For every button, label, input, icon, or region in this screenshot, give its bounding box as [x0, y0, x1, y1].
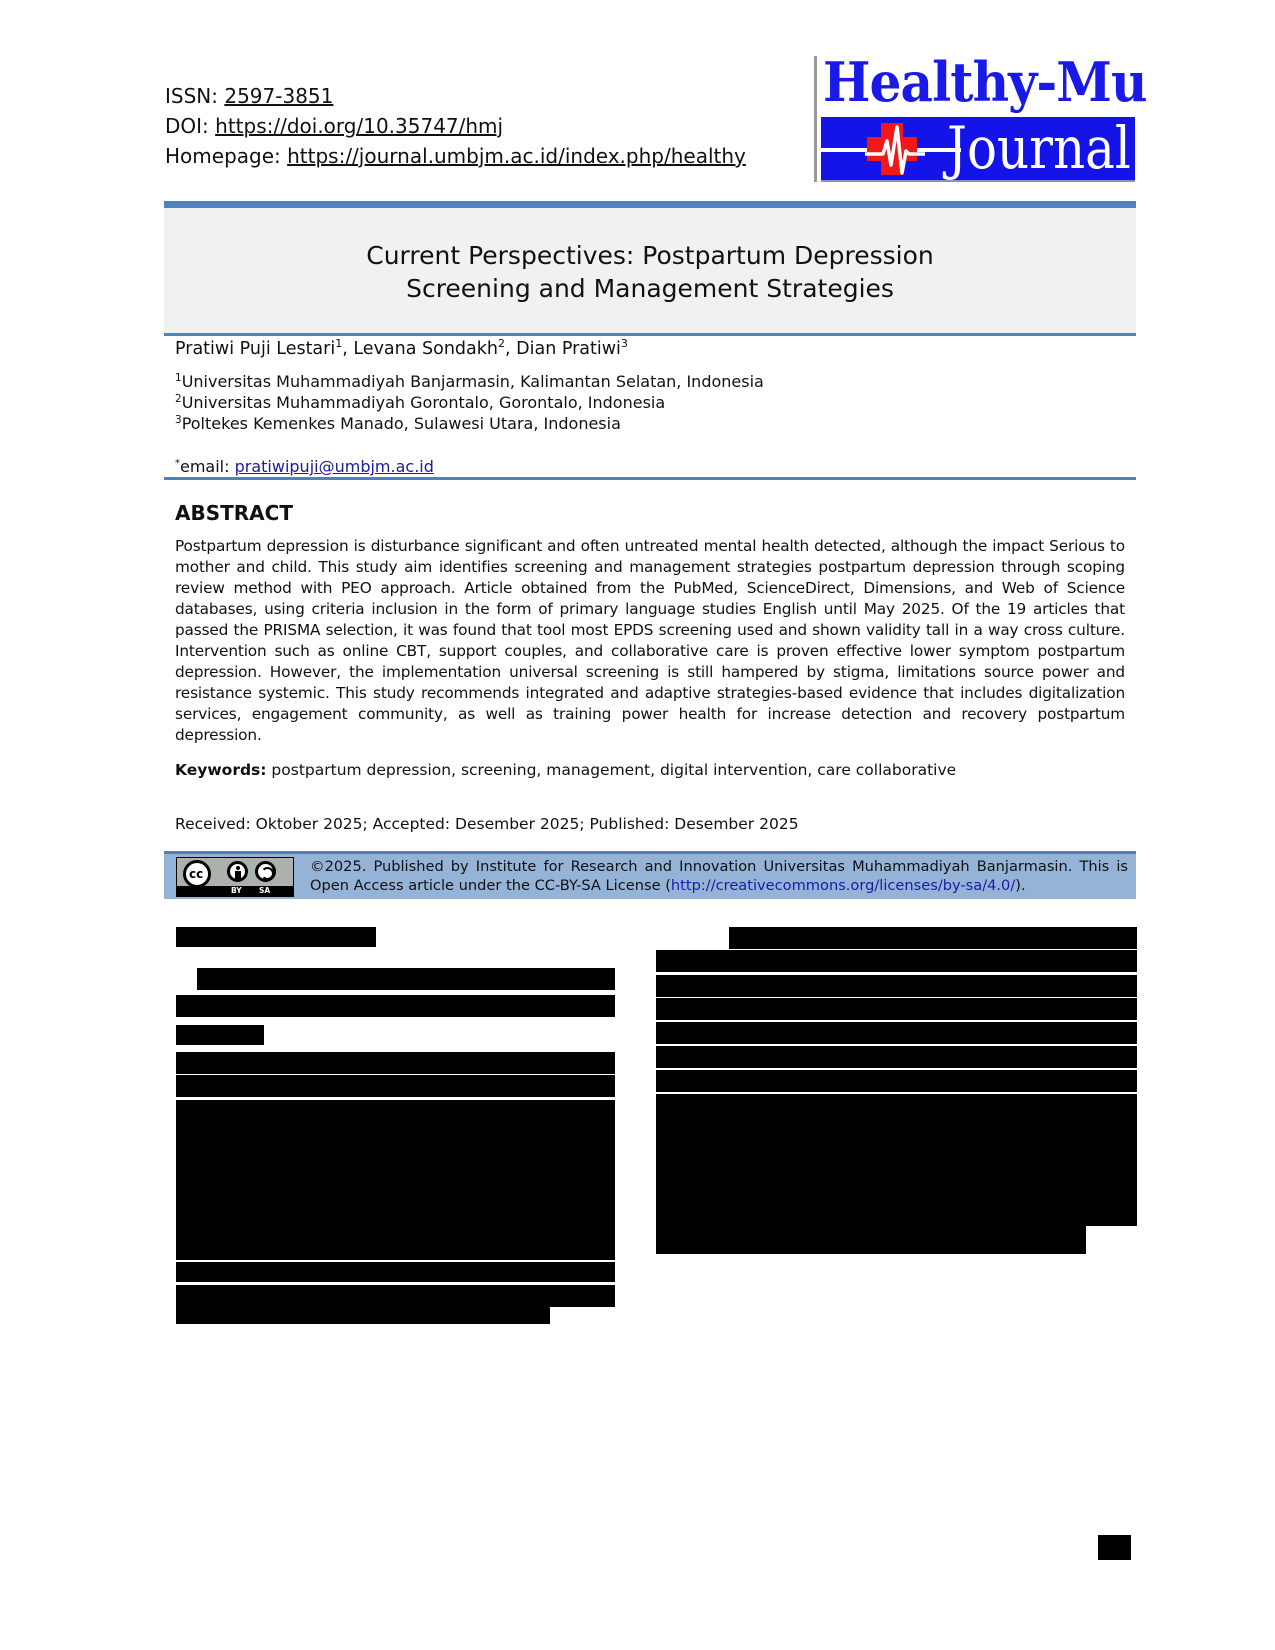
- title-divider: [164, 333, 1136, 336]
- affiliation-1: [175, 371, 764, 392]
- keywords-text: postpartum depression, screening, management, digital intervention, care collaborative: [266, 761, 957, 779]
- license-close: ).: [1015, 877, 1026, 894]
- email-divider: [164, 477, 1136, 480]
- homepage-label: Homepage:: [165, 144, 288, 168]
- person-head: [236, 866, 240, 870]
- doi-link[interactable]: https://doi.org/10.35747/hmj: [215, 114, 504, 138]
- doi-label: DOI:: [165, 114, 216, 138]
- title-box: [164, 208, 1136, 333]
- email-link[interactable]: pratiwipuji@umbjm.ac.id: [234, 457, 434, 476]
- author-sup: 3: [620, 337, 628, 350]
- logo-journal-text: Journal: [947, 114, 1131, 182]
- issn-label: ISSN:: [165, 84, 225, 108]
- license-box: [164, 851, 1136, 899]
- author-name: Pratiwi Puji Lestari: [175, 339, 336, 359]
- corresponding-email: [175, 456, 434, 477]
- article-dates: Received: Oktober 2025; Accepted: Desember 2025; Published: Desember 2025: [175, 815, 799, 833]
- affiliation-2: [175, 392, 665, 413]
- affiliation-text: Poltekes Kemenkes Manado, Sulawesi Utara, Indonesia: [181, 414, 621, 433]
- person-body: [235, 871, 241, 879]
- affiliation-sup: 2: [175, 393, 182, 405]
- author-sup: 1: [335, 337, 343, 350]
- author-name: Dian Pratiwi: [516, 339, 621, 359]
- cc-text: cc: [189, 867, 204, 881]
- abstract-heading: ABSTRACT: [175, 501, 293, 525]
- article-title-line-2: Screening and Management Strategies: [406, 274, 894, 303]
- share-alike-icon: [255, 861, 276, 882]
- author-list: Pratiwi Puji Lestari$^1$, Levana Sondakh$^2$, Dian Pratiwi$^3$: [175, 337, 628, 359]
- share-alike-arc: [261, 867, 274, 880]
- keywords-label: Keywords:: [175, 761, 267, 779]
- article-title-line-1: Current Perspectives: Postpartum Depression: [366, 241, 934, 270]
- page-number-redacted: [1098, 1535, 1131, 1560]
- cc-icon: [183, 860, 211, 888]
- email-label: email:: [180, 457, 235, 476]
- homepage-link[interactable]: https://journal.umbjm.ac.id/index.php/healthy: [287, 144, 746, 168]
- sa-label: SA: [259, 886, 271, 895]
- keywords: [175, 760, 956, 781]
- ecg-pulse-icon: [865, 121, 925, 177]
- license-text: [310, 857, 1128, 895]
- affiliation-text: Universitas Muhammadiyah Gorontalo, Gorontalo, Indonesia: [181, 393, 666, 412]
- email-marker: *: [175, 458, 180, 469]
- affiliation-sup: 1: [175, 372, 182, 384]
- license-statement: ©2025. Published by Institute for Research and Innovation Universitas Muhammadiyah Banjarmasin. This is Open Access article under the CC-BY-SA License (: [310, 858, 1128, 894]
- attribution-person-icon: [227, 861, 248, 882]
- cc-label-strip: [177, 886, 293, 896]
- abstract-body: Postpartum depression is disturbance significant and often untreated mental health detected, although the impact Serious to mother and child. This study aim identifies screening and management strategies postpartum depression through scoping review method with PEO approach. Article obtained from the PubMed, ScienceDirect, Dimensions, and Web of Science databases, using criteria inclusion in the form of primary language studies English until May 2025. Of the 19 articles that passed the PRISMA selection, it was found that tool most EPDS screening used and shown validity tall in a way cross culture. Intervention such as online CBT, support couples, and collaborative care is proven effective lower symptom postpartum depression. However, the implementation universal screening is still hampered by stigma, limitations source power and resistance systemic. This study recommends integrated and adaptive strategies-based evidence that includes digitalization services, engagement community, as well as training power health for increase detection and recovery postpartum depression.: [175, 537, 1125, 744]
- homepage-line: [165, 144, 746, 168]
- affiliation-sup: 3: [175, 414, 182, 426]
- by-label: BY: [231, 886, 242, 895]
- journal-logo: [814, 50, 1147, 182]
- logo-band: [821, 114, 1135, 182]
- doi-line: [165, 114, 503, 138]
- license-link[interactable]: http://creativecommons.org/licenses/by-sa/4.0/: [670, 877, 1016, 894]
- author-name: Levana Sondakh: [353, 339, 498, 359]
- logo-title-text: Healthy-Mu: [823, 50, 1147, 114]
- affiliation-text: Universitas Muhammadiyah Banjarmasin, Kalimantan Selatan, Indonesia: [181, 372, 764, 391]
- issn-link[interactable]: 2597-3851: [224, 84, 334, 108]
- author-sup: 2: [498, 337, 505, 350]
- cc-by-sa-badge[interactable]: [176, 857, 294, 897]
- affiliation-3: [175, 413, 621, 434]
- issn-line: [165, 84, 333, 108]
